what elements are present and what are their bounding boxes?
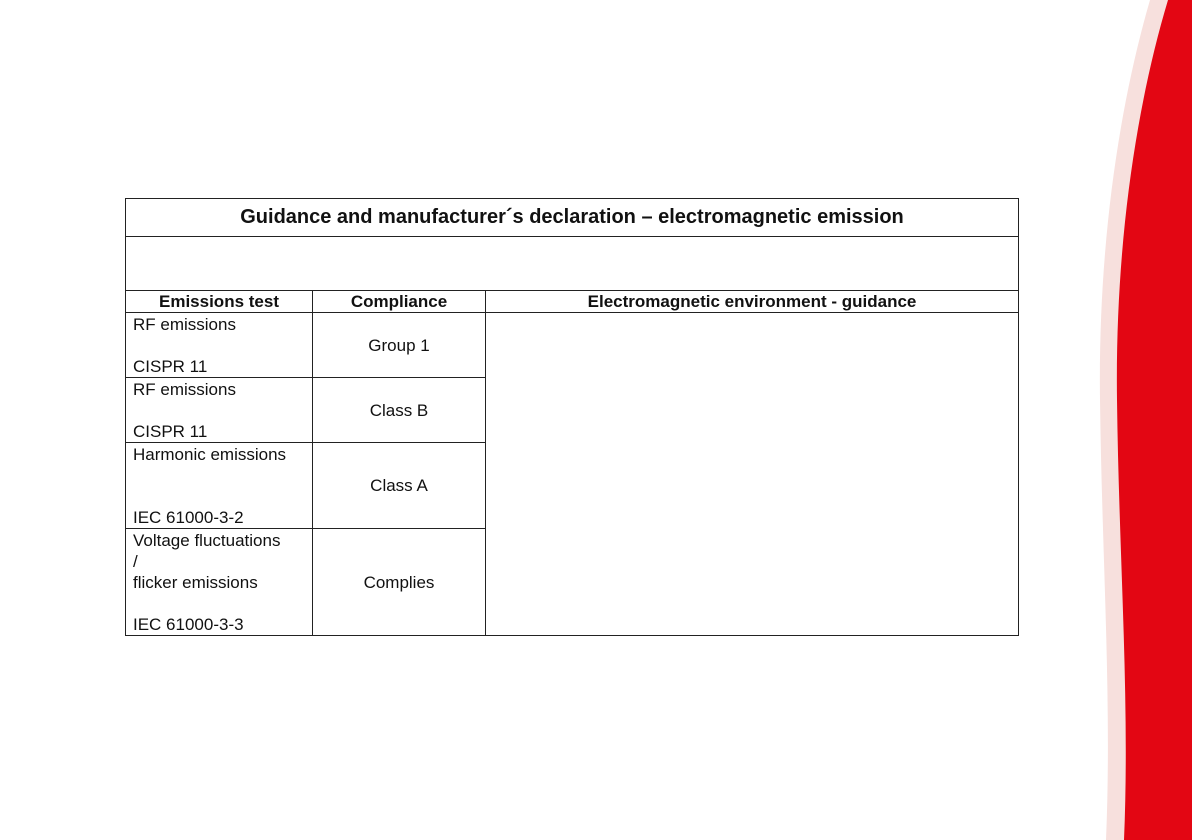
test-line [133, 400, 305, 421]
test-line: IEC 61000-3-2 [133, 508, 244, 527]
compliance-cell: Complies [313, 529, 486, 636]
test-line [133, 465, 305, 486]
emissions-test-cell [126, 313, 313, 378]
test-line: RF emissions [133, 380, 236, 399]
test-line: CISPR 11 [133, 422, 208, 441]
test-line: flicker emissions [133, 573, 258, 592]
table-title: Guidance and manufacturer´s declaration – electromagnetic emission [126, 199, 1019, 237]
test-line: / [133, 552, 138, 571]
compliance-cell: Class B [313, 378, 486, 443]
test-line: RF emissions [133, 315, 236, 334]
test-line [133, 486, 305, 507]
header-emissions-test: Emissions test [126, 291, 313, 313]
test-line [133, 593, 305, 614]
emissions-test-cell [126, 443, 313, 529]
test-line: CISPR 11 [133, 357, 208, 376]
test-line: IEC 61000-3-3 [133, 615, 244, 634]
emission-declaration-table [125, 198, 1019, 636]
table-row [126, 313, 1019, 378]
emissions-test-cell [126, 378, 313, 443]
emissions-test-cell [126, 529, 313, 636]
test-line [133, 335, 305, 356]
pink-swoosh-edge [1100, 0, 1192, 840]
guidance-cell [486, 313, 1019, 636]
test-line: Voltage fluctuations [133, 531, 281, 550]
compliance-cell: Class A [313, 443, 486, 529]
compliance-cell: Group 1 [313, 313, 486, 378]
header-guidance: Electromagnetic environment - guidance [486, 291, 1019, 313]
red-swoosh [1117, 0, 1192, 840]
header-compliance: Compliance [313, 291, 486, 313]
table-intro [126, 237, 1019, 291]
test-line: Harmonic emissions [133, 445, 287, 464]
